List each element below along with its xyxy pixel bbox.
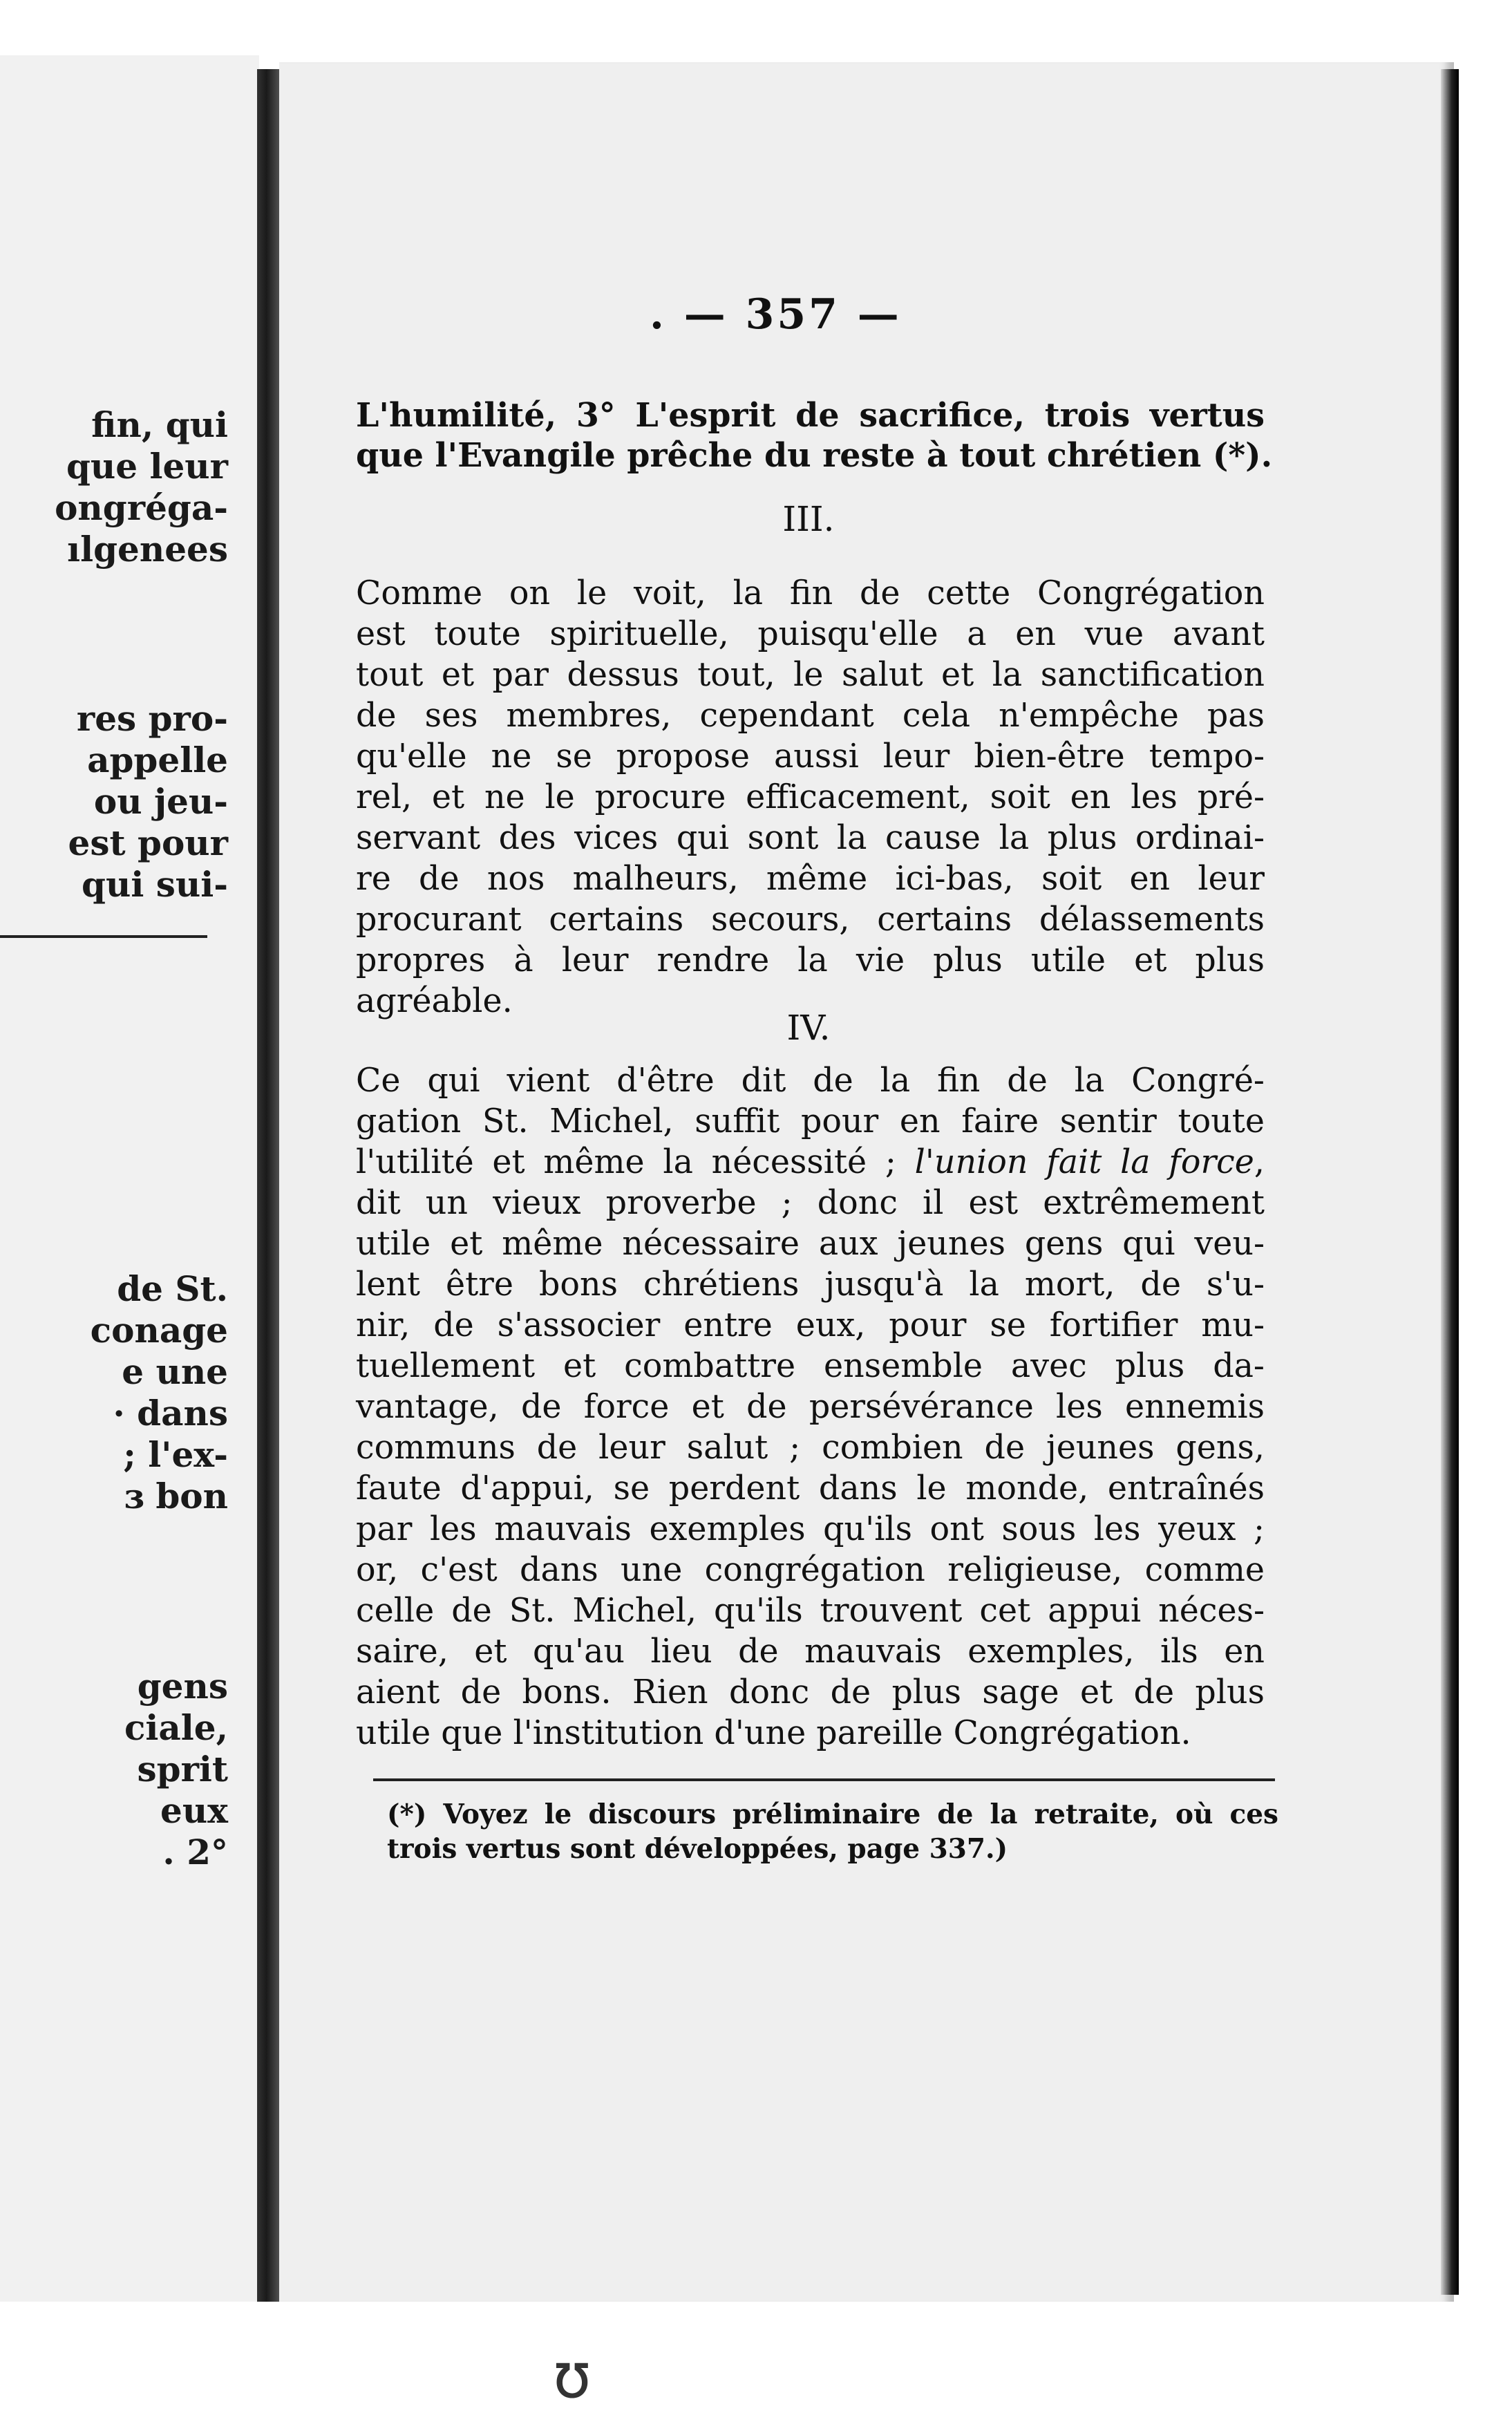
left-page-fragment: ciale, — [124, 1707, 228, 1748]
body-text-line: agréable. — [356, 982, 513, 1020]
body-text-line: l'utilité et même la nécessité ; l'union fait la force, — [356, 1143, 1265, 1181]
left-page-fragment: ɜ bon — [124, 1476, 228, 1516]
left-page-fragment: appelle — [87, 740, 228, 780]
body-text-line: par les mauvais exemples qu'ils ont sous les yeux ; — [356, 1510, 1265, 1548]
left-page-fragment: . 2° — [162, 1832, 228, 1872]
body-text-line: gation St. Michel, suffit pour en faire sentir toute — [356, 1102, 1265, 1140]
body-text-line: re de nos malheurs, même ici-bas, soit en leur — [356, 860, 1265, 898]
left-page-fragment: res pro- — [76, 698, 228, 739]
body-text-line: Ce qui vient d'être dit de la fin de la Congré- — [356, 1062, 1265, 1100]
body-text-line: est toute spirituelle, puisqu'elle a en vue avant — [356, 615, 1265, 653]
body-text-line: tout et par dessus tout, le salut et la sanctification — [356, 656, 1265, 694]
body-text-line: utile et même nécessaire aux jeunes gens qui veu- — [356, 1225, 1265, 1263]
body-text-line: faute d'appui, se perdent dans le monde, entraînés — [356, 1469, 1265, 1507]
body-text-line: rel, et ne le procure efficacement, soit en les pré- — [356, 778, 1265, 816]
left-page-fragment: qui sui- — [82, 864, 228, 905]
body-text-line: utile que l'institution d'une pareille Congrégation. — [356, 1714, 1191, 1752]
page-edge-shadow — [1441, 69, 1459, 2295]
intro-line: L'humilité, 3° L'esprit de sacrifice, trois vertus — [356, 396, 1265, 435]
body-text-line: aient de bons. Rien donc de plus sage et de plus — [356, 1673, 1265, 1711]
body-text-line: qu'elle ne se propose aussi leur bien-être tempo- — [356, 738, 1265, 776]
left-page-fragment: fin, qui — [91, 404, 228, 445]
left-page-fragment: · dans — [113, 1393, 228, 1434]
body-text-line: procurant certains secours, certains délassements — [356, 901, 1265, 939]
body-text-line: lent être bons chrétiens jusqu'à la mort, de s'u- — [356, 1266, 1265, 1304]
body-text-line: de ses membres, cependant cela n'empêche pas — [356, 697, 1265, 735]
left-page-fragment: e une — [122, 1351, 228, 1392]
body-text-line: or, c'est dans une congrégation religieuse, comme — [356, 1551, 1265, 1589]
body-text-line: nir, de s'associer entre eux, pour se fortifier mu- — [356, 1306, 1265, 1344]
body-text-line: communs de leur salut ; combien de jeunes gens, — [356, 1429, 1265, 1467]
left-page-fragment: ou jeu- — [93, 781, 228, 822]
left-page-rule — [0, 935, 207, 938]
body-text-line: Comme on le voit, la fin de cette Congrégation — [356, 574, 1265, 612]
body-text-line: celle de St. Michel, qu'ils trouvent cet appui néces- — [356, 1592, 1265, 1630]
left-page-fragment: ongréga- — [55, 487, 228, 528]
page-number: . — 357 — — [650, 290, 902, 339]
footnote-line: (*) Voyez le discours préliminaire de la retraite, où ces — [387, 1798, 1278, 1830]
book-gutter — [257, 69, 281, 2302]
body-text-line: servant des vices qui sont la cause la plus ordinai- — [356, 819, 1265, 857]
left-page-fragment: sprit — [137, 1749, 228, 1789]
body-text-line: propres à leur rendre la vie plus utile et plus — [356, 941, 1265, 979]
left-page-fragment: est pour — [68, 823, 228, 863]
left-facing-page — [0, 55, 259, 2302]
intro-line: que l'Evangile prêche du reste à tout chrétien (*). — [356, 436, 1273, 475]
section-heading-iv: IV. — [786, 1008, 831, 1048]
scan-mark: ʊ — [553, 2340, 592, 2412]
left-page-fragment: gens — [137, 1666, 228, 1707]
left-page-fragment: ; l'ex- — [123, 1434, 228, 1475]
left-page-fragment: que leur — [66, 446, 228, 487]
left-page-fragment: eux — [160, 1790, 228, 1831]
body-text-line: vantage, de force et de persévérance les ennemis — [356, 1388, 1265, 1426]
left-page-fragment: ılgenees — [67, 529, 228, 570]
body-text-line: saire, et qu'au lieu de mauvais exemples, ils en — [356, 1633, 1265, 1671]
body-text-line: dit un vieux proverbe ; donc il est extrêmement — [356, 1184, 1265, 1222]
body-text-line: tuellement et combattre ensemble avec plus da- — [356, 1347, 1265, 1385]
footnote-rule — [373, 1778, 1275, 1781]
left-page-fragment: de St. — [117, 1268, 228, 1309]
left-page-fragment: conage — [90, 1310, 228, 1351]
section-heading-iii: III. — [782, 499, 835, 539]
footnote-line: trois vertus sont développées, page 337.) — [387, 1833, 1008, 1865]
